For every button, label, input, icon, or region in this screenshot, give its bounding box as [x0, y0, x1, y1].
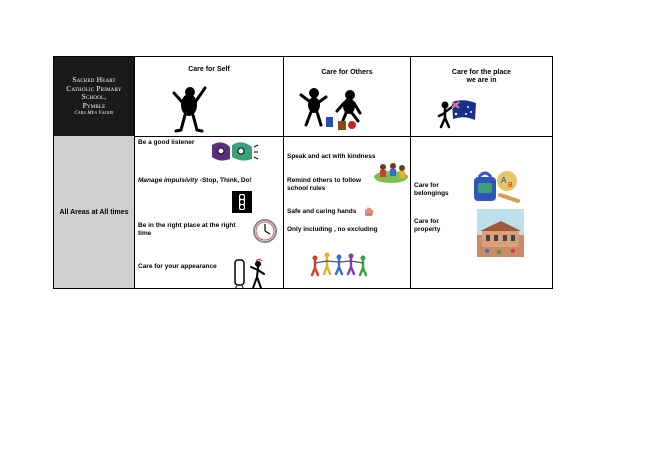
- column-divider: [134, 57, 135, 288]
- column-divider: [283, 57, 284, 288]
- item-right-place-right-time: Be in the right place at the right time: [138, 222, 236, 237]
- school-name-line: School,: [81, 92, 107, 101]
- safe-hands-text: Safe and caring hands: [287, 208, 357, 215]
- traffic-light-icon: [232, 191, 252, 213]
- row-label-text: All Areas at All times: [59, 208, 129, 216]
- school-name-line: Sacred Heart: [72, 75, 116, 84]
- helping-figures-icon: [300, 85, 370, 135]
- header-place-line: Care for the place: [451, 69, 512, 76]
- header-care-for-self: Care for Self: [188, 66, 230, 73]
- item-care-for-appearance: Care for your appearance: [138, 263, 217, 270]
- header-place-line: we are in: [466, 77, 497, 84]
- column-divider: [410, 57, 411, 288]
- hand-icon: [365, 207, 373, 216]
- cheering-figure-icon: [172, 85, 212, 135]
- school-name-line: Catholic Primary: [66, 83, 122, 93]
- item-remind-school-rules: Remind others to follow school rules: [287, 177, 362, 192]
- talking-faces-icon: [208, 141, 258, 165]
- svg-text:B: B: [508, 182, 513, 189]
- item-be-good-listener: Be a good listener: [138, 139, 195, 146]
- clock-icon: [253, 215, 277, 247]
- behaviour-matrix-table: [53, 56, 553, 289]
- school-name-block: [54, 57, 134, 136]
- school-name-line: Pymble: [82, 100, 106, 110]
- impulsivity-rest: -Stop, Think, Do!: [197, 177, 252, 184]
- item-care-for-property: Care for property: [414, 218, 441, 233]
- schoolbag-icon: [470, 165, 522, 205]
- item-care-for-belongings: Care for belongings: [414, 182, 449, 197]
- school-motto: Cara Mea Valeri: [74, 111, 114, 116]
- header-care-for-others: Care for Others: [321, 69, 373, 76]
- item-safe-caring-hands: [287, 208, 407, 216]
- item-only-including: Only including , no excluding: [287, 226, 378, 233]
- impulsivity-emphasis: Manage impulsivity: [138, 177, 198, 184]
- header-care-for-place: [411, 69, 552, 85]
- australian-flag-figure-icon: [436, 99, 478, 129]
- school-building-icon: [477, 209, 524, 257]
- children-chain-icon: [309, 250, 373, 276]
- svg-text:A: A: [501, 176, 507, 185]
- mirror-figure-icon: [233, 257, 267, 289]
- item-speak-act-kindness: Speak and act with kindness: [287, 153, 376, 160]
- row-label-all-areas: [54, 136, 134, 288]
- children-group-icon: [373, 161, 409, 185]
- item-manage-impulsivity: [138, 177, 283, 185]
